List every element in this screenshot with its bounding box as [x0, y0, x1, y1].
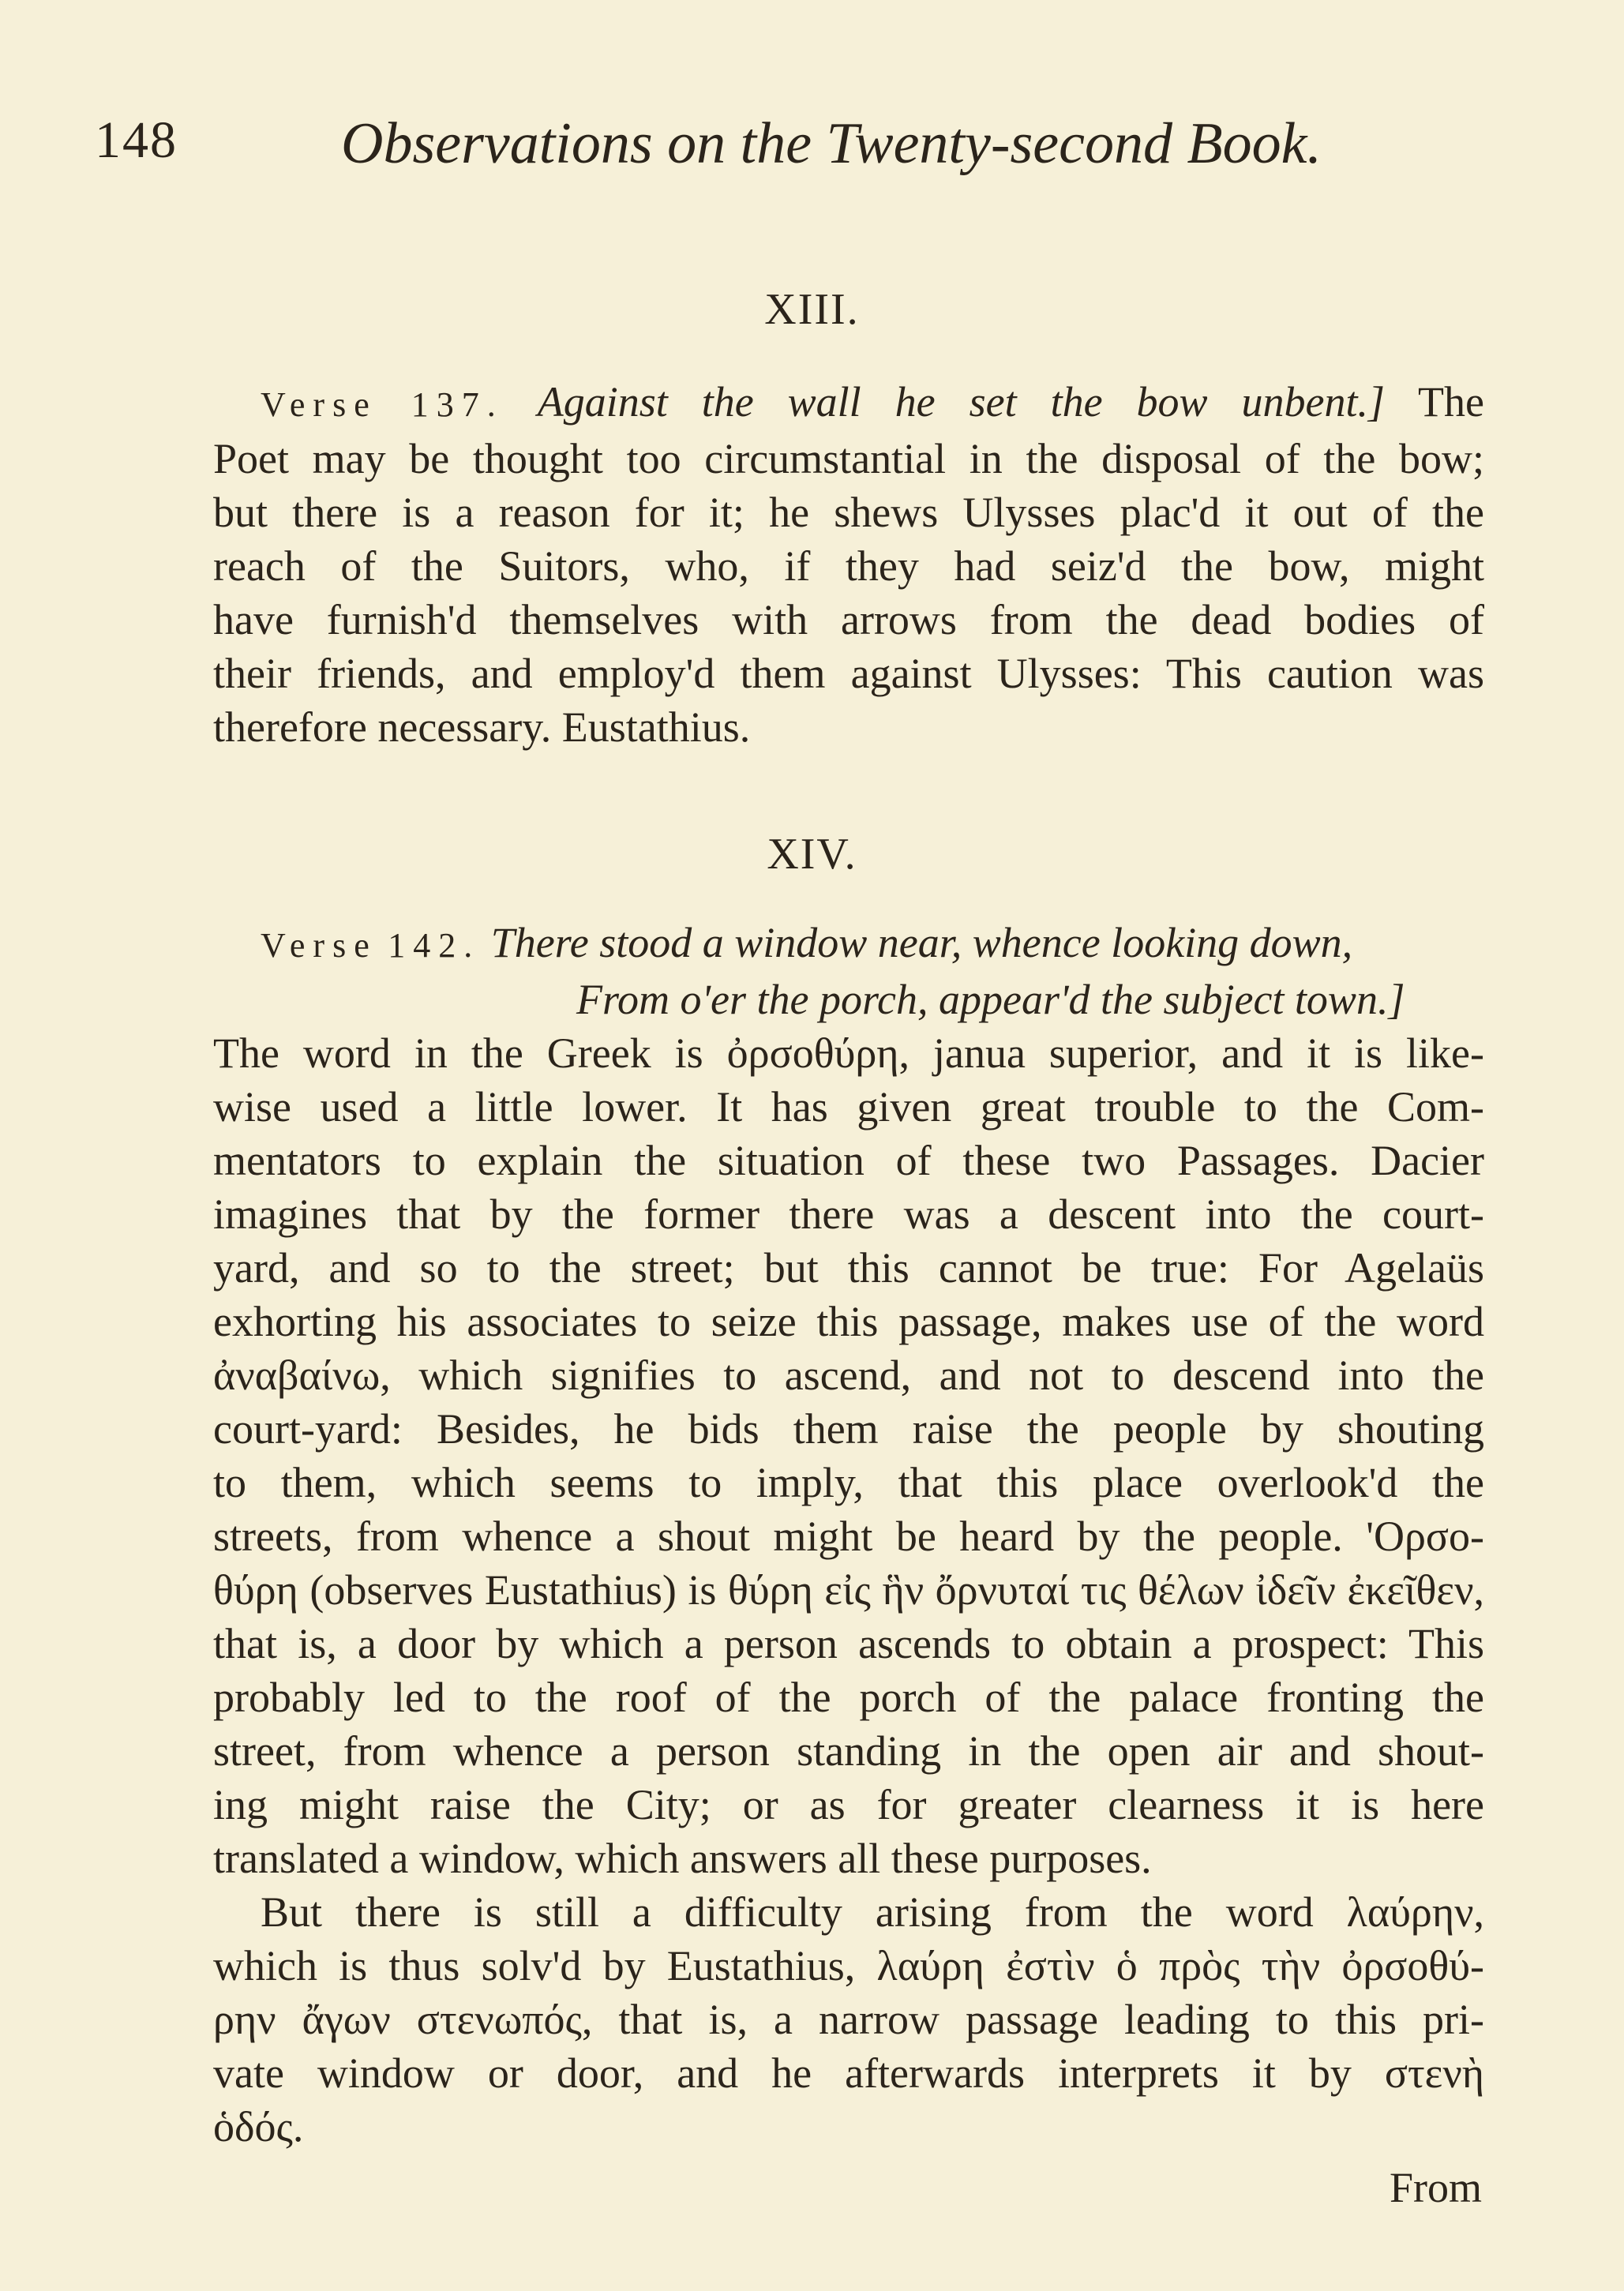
- text-line: Poet may be thought too circumstantial in the disposal of the bow;: [213, 435, 1484, 482]
- note-xiii: [213, 375, 1484, 754]
- verse-line: [213, 916, 1484, 973]
- text-line: ἀναβαίνω, which signifies to ascend, and not to descend into the: [213, 1352, 1484, 1399]
- text-line: mentators to explain the situation of these two Passages. Dacier: [213, 1137, 1484, 1184]
- text-line: to them, which seems to imply, that this place overlook'd the: [213, 1459, 1484, 1506]
- running-title: Observations on the Twenty-second Book.: [341, 111, 1322, 176]
- text-line: exhorting his associates to seize this passage, makes use of the word: [213, 1298, 1484, 1345]
- text-line: have furnish'd themselves with arrows from the dead bodies of: [213, 596, 1484, 643]
- text-line: ing might raise the City; or as for greater clearness it is here: [213, 1781, 1484, 1828]
- text-line: The: [1418, 378, 1484, 426]
- text-line: which is thus solv'd by Eustathius, λαύρη ἐστὶν ὁ πρὸς τὴν ὀρσοθύ-: [213, 1942, 1484, 1989]
- verse-label: Verse: [261, 385, 377, 424]
- text-line: vate window or door, and he afterwards interprets it by στενὴ: [213, 2049, 1484, 2097]
- verse-label: Verse: [261, 926, 377, 965]
- text-line: reach of the Suitors, who, if they had seiz'd the bow, might: [213, 542, 1484, 590]
- lemma-line-2: From o'er the porch, appear'd the subject town.]: [576, 976, 1405, 1023]
- text-line: that is, a door by which a person ascends to obtain a prospect: This: [213, 1620, 1484, 1667]
- text-line: their friends, and employ'd them against Ulysses: This caution was: [213, 650, 1484, 697]
- text-line: wise used a little lower. It has given great trouble to the Com-: [213, 1083, 1484, 1131]
- catchword: From: [1389, 2164, 1482, 2211]
- note-xiv: [213, 916, 1484, 2154]
- lemma-line-1: There stood a window near, whence looking down,: [490, 919, 1353, 966]
- text-line: imagines that by the former there was a descent into the court-: [213, 1190, 1484, 1238]
- text-line: But there is still a difficulty arising from the word λαύρην,: [261, 1888, 1484, 1936]
- text-line: street, from whence a person standing in the open air and shout-: [213, 1727, 1484, 1775]
- page-number: 148: [95, 111, 178, 169]
- section-heading-xiii: XIII.: [764, 285, 860, 334]
- text-line: court-yard: Besides, he bids them raise the people by shouting: [213, 1405, 1484, 1453]
- text-line: probably led to the roof of the porch of the palace fronting the: [213, 1674, 1484, 1721]
- text-line: translated a window, which answers all these purposes.: [213, 1835, 1152, 1882]
- section-heading-xiv: XIV.: [767, 830, 857, 879]
- verse-number: 142.: [388, 926, 481, 965]
- text-line: The word in the Greek is ὀρσοθύρη, janua superior, and it is like-: [213, 1029, 1484, 1077]
- text-line: streets, from whence a shout might be heard by the people. 'Ορσο-: [213, 1513, 1484, 1560]
- text-line: ὁδός.: [213, 2103, 304, 2150]
- verse-number: 137.: [411, 385, 504, 424]
- text-line: θύρη (observes Eustathius) is θύρη εἰς ἣν ὄρνυταί τις θέλων ἰδεῖν ἐκεῖθεν,: [213, 1566, 1484, 1614]
- verse-line: [213, 375, 1484, 432]
- page-header: [95, 111, 1358, 197]
- text-line: yard, and so to the street; but this cannot be true: For Agelaüs: [213, 1244, 1484, 1292]
- lemma: Against the wall he set the bow unbent.]: [537, 378, 1386, 426]
- text-line: therefore necessary. Eustathius.: [213, 703, 751, 751]
- text-line: but there is a reason for it; he shews Ulysses plac'd it out of the: [213, 489, 1484, 536]
- text-line: ρην ἄγων στενωπός, that is, a narrow passage leading to this pri-: [213, 1996, 1484, 2043]
